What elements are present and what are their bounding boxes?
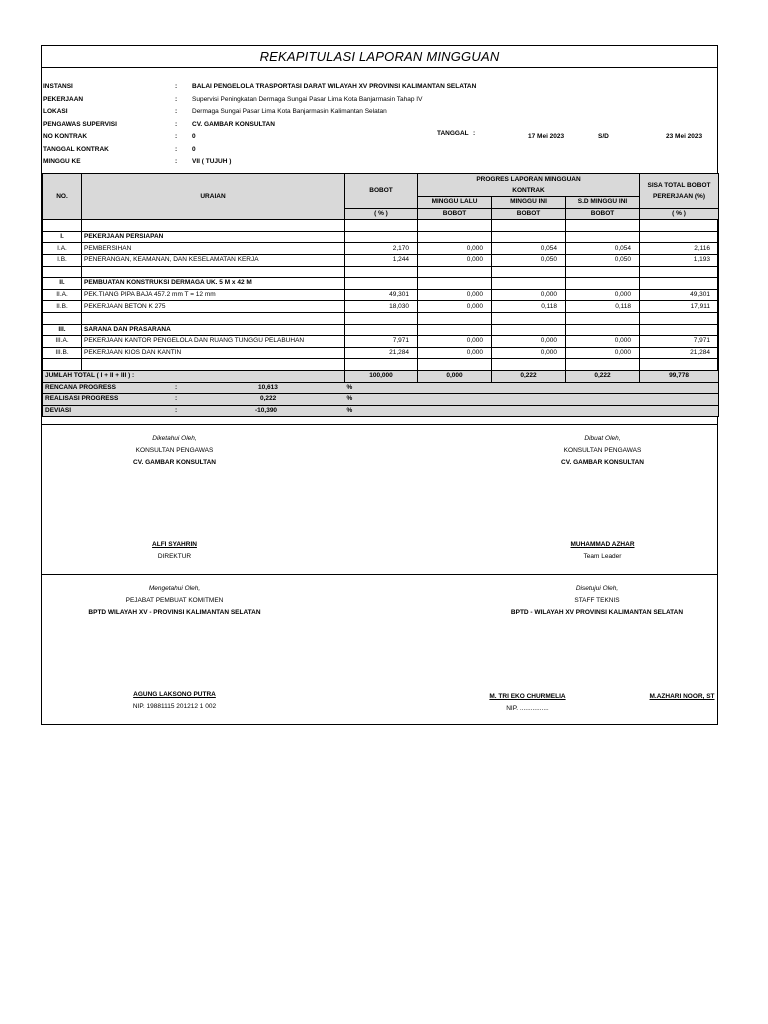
signature-name: ALFI SYAHRIN	[152, 541, 197, 548]
info-colon: :	[175, 145, 178, 153]
cell-ini: 0,000	[492, 347, 566, 359]
info-value: CV. GAMBAR KONSULTAN	[192, 120, 275, 128]
signature-block-dibuat	[540, 433, 665, 563]
cell-sisa	[640, 324, 719, 336]
cell-bobot: 18,030	[345, 301, 418, 313]
cell-sisa	[640, 359, 719, 371]
cell-sisa	[640, 231, 719, 243]
summary-row-realisasi	[43, 394, 719, 406]
summary-row-rencana	[43, 382, 719, 394]
report-title: REKAPITULASI LAPORAN MINGGUAN	[42, 46, 717, 68]
signature-block-mengetahui	[72, 583, 277, 713]
total-lalu: 0,000	[418, 370, 492, 382]
table-row	[43, 347, 719, 359]
info-colon: :	[175, 120, 178, 128]
cell-ini: 0,054	[492, 243, 566, 255]
total-sd: 0,222	[566, 370, 640, 382]
summary-label-cell	[43, 394, 345, 406]
info-label: PENGAWAS SUPERVISI	[43, 120, 117, 128]
cell-no: II.	[43, 278, 82, 290]
summary-unit: %	[345, 405, 418, 417]
cell-sisa: 49,301	[640, 289, 719, 301]
cell-sd: 0,000	[566, 347, 640, 359]
signature-name: M.AZHARI NOOR, ST	[649, 693, 715, 700]
cell-sd	[566, 266, 640, 278]
cell-ini: 0,050	[492, 254, 566, 266]
tanggal-from: 17 Mei 2023	[528, 133, 565, 140]
header-minggu-ini: MINGGU INI	[492, 197, 566, 209]
cell-bobot: 7,971	[345, 336, 418, 348]
cell-sisa	[640, 220, 719, 232]
info-colon: :	[175, 158, 178, 165]
tanggal-colon: :	[473, 130, 476, 137]
signature-role: PEJABAT PEMBUAT KOMITMEN	[125, 597, 224, 604]
cell-sd	[566, 324, 640, 336]
info-colon: :	[175, 95, 178, 103]
signature-nip: NIP. ................	[506, 705, 549, 712]
signature-name: M. TRI EKO CHURMELIA	[489, 693, 566, 700]
cell-lalu	[418, 312, 492, 324]
header-bobot-unit: ( % )	[345, 208, 418, 220]
cell-lalu	[418, 324, 492, 336]
header-progres	[418, 174, 640, 197]
cell-uraian: PEMBUATAN KONSTRUKSI DERMAGA UK. 5 M x 42 M	[82, 278, 345, 290]
total-ini: 0,222	[492, 370, 566, 382]
cell-lalu	[418, 231, 492, 243]
header-sisa-unit: ( % )	[640, 208, 719, 220]
cell-sisa: 21,284	[640, 347, 719, 359]
cell-sd: 0,050	[566, 254, 640, 266]
info-row-no-kontrak	[43, 131, 713, 144]
info-label: TANGGAL KONTRAK	[43, 145, 109, 153]
cell-sisa: 7,971	[640, 336, 719, 348]
table-row	[43, 289, 719, 301]
summary-value: 10,613	[258, 383, 278, 391]
signature-org: BPTD - WILAYAH XV PROVINSI KALIMANTAN SELATAN	[510, 609, 684, 616]
table-row	[43, 278, 719, 290]
cell-lalu	[418, 359, 492, 371]
cell-sd: 0,054	[566, 243, 640, 255]
info-row-tanggal-kontrak	[43, 144, 713, 157]
table-row	[43, 243, 719, 255]
cell-bobot	[345, 359, 418, 371]
info-colon: :	[175, 108, 178, 115]
cell-sd	[566, 220, 640, 232]
summary-label-cell	[43, 405, 345, 417]
header-kontrak: KONTRAK	[512, 187, 545, 194]
cell-no	[43, 359, 82, 371]
header-sd-minggu-ini: S.D MINGGU INI	[566, 197, 640, 209]
info-label: MINGGU KE	[43, 158, 81, 165]
signature-intro: Dibuat Oleh,	[584, 435, 621, 442]
cell-sisa	[640, 278, 719, 290]
cell-uraian	[82, 312, 345, 324]
info-colon: :	[175, 133, 178, 140]
cell-uraian: PEKERJAAN KANTOR PENGELOLA DAN RUANG TUNGGU PELABUHAN	[82, 336, 345, 348]
summary-row-deviasi	[43, 405, 719, 417]
report-sheet	[41, 45, 718, 725]
info-row-pekerjaan	[43, 94, 713, 107]
table-row	[43, 301, 719, 313]
cell-uraian	[82, 220, 345, 232]
cell-uraian: PEKERJAAN PERSIAPAN	[82, 231, 345, 243]
summary-colon: :	[175, 395, 178, 403]
cell-lalu	[418, 278, 492, 290]
cell-ini: 0,000	[492, 336, 566, 348]
cell-sisa: 2,116	[640, 243, 719, 255]
cell-no: II.B.	[43, 301, 82, 313]
info-row-instansi	[43, 81, 713, 94]
cell-bobot	[345, 278, 418, 290]
header-progres-title: PROGRES LAPORAN MINGGUAN	[476, 176, 581, 183]
cell-bobot: 1,244	[345, 254, 418, 266]
cell-ini	[492, 266, 566, 278]
signature-role: STAFF TEKNIS	[574, 597, 620, 604]
signature-org: BPTD WILAYAH XV - PROVINSI KALIMANTAN SELATAN	[88, 609, 261, 616]
signature-block-diketahui	[112, 433, 237, 563]
cell-ini	[492, 359, 566, 371]
cell-ini: 0,118	[492, 301, 566, 313]
cell-no: II.A.	[43, 289, 82, 301]
summary-colon: :	[175, 383, 178, 391]
cell-sd	[566, 278, 640, 290]
cell-ini: 0,000	[492, 289, 566, 301]
tanggal-label: TANGGAL	[437, 130, 469, 137]
cell-lalu: 0,000	[418, 289, 492, 301]
cell-bobot: 21,284	[345, 347, 418, 359]
cell-lalu	[418, 220, 492, 232]
summary-label: DEVIASI	[45, 406, 72, 414]
signature-name: MUHAMMAD AZHAR	[570, 541, 635, 548]
cell-no: I.A.	[43, 243, 82, 255]
info-row-minggu-ke	[43, 156, 713, 169]
cell-bobot: 2,170	[345, 243, 418, 255]
cell-sisa	[640, 312, 719, 324]
cell-sd	[566, 312, 640, 324]
cell-lalu: 0,000	[418, 301, 492, 313]
signature-intro: Diketahui Oleh,	[152, 435, 197, 442]
signature-title: DIREKTUR	[157, 553, 192, 560]
cell-bobot	[345, 312, 418, 324]
cell-uraian: SARANA DAN PRASARANA	[82, 324, 345, 336]
info-value: Supervisi Peningkatan Dermaga Sungai Pasar Lima Kota Banjarmasin Tahap IV	[192, 95, 423, 103]
signature-nip: NIP. 19881115 201212 1 002	[132, 703, 217, 710]
summary-label-cell	[43, 382, 345, 394]
header-sub-bobot: BOBOT	[566, 208, 640, 220]
cell-sd: 0,000	[566, 336, 640, 348]
cell-bobot	[345, 324, 418, 336]
cell-sd	[566, 231, 640, 243]
cell-lalu	[418, 266, 492, 278]
signature-org: CV. GAMBAR KONSULTAN	[561, 459, 644, 466]
cell-uraian: PEKERJAAN BETON K 275	[82, 301, 345, 313]
summary-value: 0,222	[260, 395, 277, 403]
info-value: BALAI PENGELOLA TRASPORTASI DARAT WILAYAH XV PROVINSI KALIMANTAN SELATAN	[192, 83, 477, 90]
cell-ini	[492, 231, 566, 243]
cell-lalu: 0,000	[418, 347, 492, 359]
cell-no	[43, 312, 82, 324]
cell-bobot	[345, 266, 418, 278]
info-colon: :	[175, 83, 178, 90]
header-bobot: BOBOT	[345, 174, 418, 209]
signature-section-top	[42, 424, 717, 576]
cell-ini	[492, 324, 566, 336]
info-row-lokasi	[43, 106, 713, 119]
header-minggu-lalu: MINGGU LALU	[418, 197, 492, 209]
cell-uraian: PENERANGAN, KEAMANAN, DAN KESELAMATAN KERJA	[82, 254, 345, 266]
total-row	[43, 370, 719, 382]
cell-sisa: 1,193	[640, 254, 719, 266]
signature-role: KONSULTAN PENGAWAS	[135, 447, 214, 454]
signature-title: Team Leader	[583, 553, 622, 560]
info-label: LOKASI	[43, 108, 68, 115]
summary-unit: %	[345, 394, 418, 406]
table-row	[43, 312, 719, 324]
cell-sd	[566, 359, 640, 371]
cell-sisa	[640, 266, 719, 278]
tanggal-sd: S/D	[598, 133, 609, 140]
info-row-pengawas	[43, 119, 713, 132]
info-value: 0	[192, 145, 196, 153]
cell-ini	[492, 220, 566, 232]
cell-no	[43, 220, 82, 232]
table-row	[43, 266, 719, 278]
header-sub-bobot: BOBOT	[492, 208, 566, 220]
signature-block-disetujui	[497, 583, 697, 619]
cell-no: III.B.	[43, 347, 82, 359]
cell-uraian	[82, 266, 345, 278]
cell-bobot	[345, 231, 418, 243]
info-value: Dermaga Sungai Pasar Lima Kota Banjarmasin Kalimantan Selatan	[192, 108, 387, 115]
signature-role: KONSULTAN PENGAWAS	[563, 447, 642, 454]
table-row	[43, 220, 719, 232]
cell-ini	[492, 278, 566, 290]
signature-intro: Disetujui Oleh,	[575, 585, 619, 592]
info-label: INSTANSI	[43, 83, 73, 90]
signature-org: CV. GAMBAR KONSULTAN	[133, 459, 216, 466]
summary-label: REALISASI PROGRESS	[45, 395, 119, 403]
summary-label: RENCANA PROGRESS	[45, 383, 116, 391]
summary-unit: %	[345, 382, 418, 394]
header-sub-bobot: BOBOT	[418, 208, 492, 220]
info-value: VII ( TUJUH )	[192, 158, 232, 165]
header-uraian: URAIAN	[82, 174, 345, 220]
header-sisa: SISA TOTAL BOBOT PERERJAAN (%)	[640, 174, 719, 209]
signature-name: AGUNG LAKSONO PUTRA	[133, 691, 216, 698]
signature-block-tri-eko	[480, 691, 575, 715]
total-sisa: 99,778	[640, 370, 719, 382]
cell-uraian: PEMBERSIHAN	[82, 243, 345, 255]
tanggal-to: 23 Mei 2023	[666, 133, 703, 140]
table-row	[43, 231, 719, 243]
info-value: 0	[192, 133, 196, 140]
cell-bobot	[345, 220, 418, 232]
table-row	[43, 336, 719, 348]
cell-no	[43, 266, 82, 278]
cell-no: III.	[43, 324, 82, 336]
info-label: NO KONTRAK	[43, 133, 88, 140]
signature-section-bottom	[42, 574, 717, 724]
header-no: NO.	[43, 174, 82, 220]
cell-sd: 0,000	[566, 289, 640, 301]
cell-bobot: 49,301	[345, 289, 418, 301]
cell-lalu: 0,000	[418, 336, 492, 348]
cell-lalu: 0,000	[418, 254, 492, 266]
table-row	[43, 324, 719, 336]
signature-block-azhari	[642, 691, 722, 703]
cell-uraian: PEKERJAAN KIOS DAN KANTIN	[82, 347, 345, 359]
cell-no: I.B.	[43, 254, 82, 266]
cell-no: III.A.	[43, 336, 82, 348]
total-label: JUMLAH TOTAL ( I + II + III ) :	[43, 370, 345, 382]
cell-ini	[492, 312, 566, 324]
cell-sisa: 17,911	[640, 301, 719, 313]
project-info	[43, 81, 713, 169]
info-label: PEKERJAAN	[43, 95, 84, 103]
cell-lalu: 0,000	[418, 243, 492, 255]
cell-uraian: PEK.TIANG PIPA BAJA 457.2 mm T = 12 mm	[82, 289, 345, 301]
cell-no: I.	[43, 231, 82, 243]
progress-table	[42, 173, 719, 417]
signature-intro: Mengetahui Oleh,	[148, 585, 201, 592]
summary-value: -10,390	[255, 406, 278, 414]
cell-sd: 0,118	[566, 301, 640, 313]
total-bobot: 100,000	[345, 370, 418, 382]
summary-colon: :	[175, 406, 178, 414]
table-row	[43, 254, 719, 266]
cell-uraian	[82, 359, 345, 371]
table-row	[43, 359, 719, 371]
